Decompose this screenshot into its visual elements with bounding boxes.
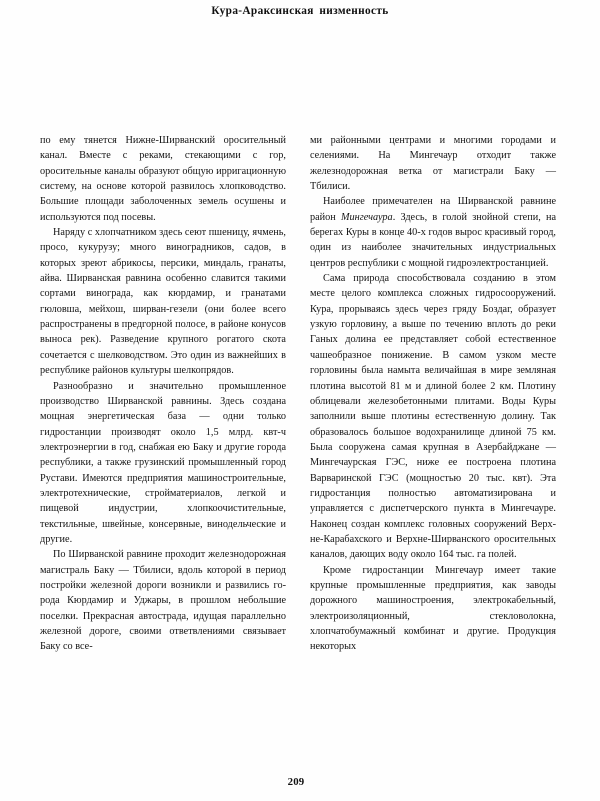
paragraph: ми районными центрами и многими городами и селениями. На Мингечаур отходит также железнодорожная ветка от магистрали Баку — Тбилиси. bbox=[310, 135, 556, 193]
paragraph: Кроме гидростанции Мингечаур имеет такие крупные промышленные предприятия, как заводы дорожного машиностроения, электрокабельный, электроизоляционный, стекловолокна, хлопчатобумажный комбинат и другие. Продукция некоторых bbox=[310, 564, 556, 653]
paragraph: Сама природа способствовала созданию в этом месте целого комплекса сложных гидросооружений. Кура, прорываясь здесь через гряду Боздаг, образует узкую горловину, а выше по течению вплоть до реки Ганых долина ее представляет собой естественное чашеобразное понижение. В самом узком месте горловины была намыта величайшая в мире земляная плотина высотой 81 м и длиной более 2 км. Плотину облицевали железобетонными плитами. Воды Куры заполнили выше плотины естественную долину. Так образовалось большое водохранилище длиной 75 км. Была сооружена самая крупная в Азербайджане — Мингечаурская ГЭС, ниже ее построена плотина Варваринской ГЭС (мощностью 20 тыс. квт). Эта гидростанция полностью автоматизирована и управляется с диспетчерского пункта в Мингечауре. Наконец создан комплекс головных сооружений Верхне-Карабахского и Верхне-Ширванского оросительных каналов, дающих воду около 164 тыс. га полей. bbox=[310, 273, 556, 561]
text-body bbox=[40, 133, 560, 758]
text-column-right bbox=[310, 133, 556, 655]
paragraph: по ему тянется Нижне-Ширванский оросительный канал. Вместе с реками, стекающими с гор, оросительные каналы образуют общую ирригационную систему, на основе которой развилось хлопководство. Большие площади заболоченных земель осушены и используются под посевы. bbox=[40, 135, 286, 223]
paragraph: По Ширванской равнине проходит железнодорожная магистраль Баку — Тбилиси, вдоль которой в период постройки железной дороги возникли и развились города Кюрдамир и Уджары, в прошлом небольшие поселки. Прекрасная автострада, идущая параллельно железной дороге, своими ответвлениями связывает Баку со все- bbox=[40, 549, 286, 653]
italic-placename: Мингечаура bbox=[340, 211, 393, 223]
paragraph-text-lead: Наиболее примечателен на Ширванской равнине район bbox=[310, 196, 556, 223]
paragraph: Наряду с хлопчатником здесь сеют пшеницу, ячмень, просо, кукурузу; много виноградников, садов, в которых зреют абрикосы, персики, миндаль, гранаты, айва. Ширванская равнина особенно славится такими сортами винограда, как кюрдамир, и гранатами гюловша, мейхош, ширван-гезели (они более всего распространены в предгорной полосе, в районе конусов выноса рек). Разведение крупного рогатого скота сочетается с шелководством. Это один из важнейших в республике районов культуры шелкопрядов. bbox=[40, 227, 286, 377]
paragraph-text-tail: . Здесь, в голой знойной степи, на берегах Куры в конце 40-х годов вырос красивый город, один из наиболее значительных индустриальных центров республики с мощной гидроэлектростанцией. bbox=[310, 211, 556, 269]
paragraph: Разнообразно и значительно промышленное производство Ширванской равнины. Здесь создана мощная энергетическая база — одни только гидростанции производят около 1,5 млрд. квт-ч электроэнергии в год, снабжая ею Баку и другие города республики, а также грузинский промышленный город Рустави. Имеются предприятия машиностроительные, электротехнические, стройматериалов, легкой и пищевой индустрии, хлопкоочистительные, текстильные, швейные, консервные, винодельческие и другие. bbox=[40, 380, 286, 545]
text-column-left bbox=[40, 133, 286, 655]
page-running-head: Кура-Араксинская низменность bbox=[211, 5, 389, 17]
page-number: 209 bbox=[287, 776, 305, 788]
paragraph-with-italic-placename bbox=[310, 194, 556, 271]
